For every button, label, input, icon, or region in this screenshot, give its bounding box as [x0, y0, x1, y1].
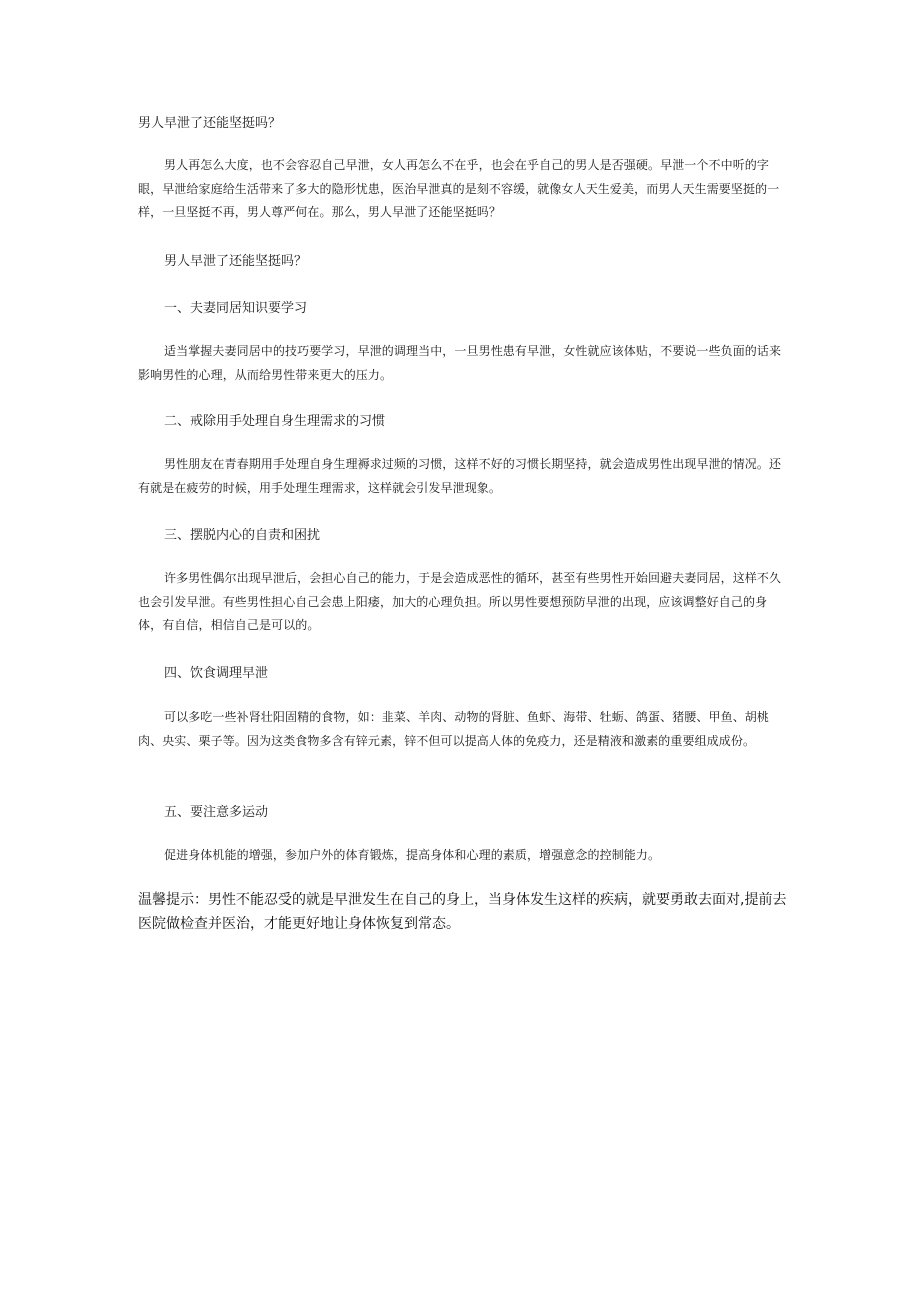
section-5-body: 促进身体机能的增强，参加户外的体育锻炼，提高身体和心理的素质，增强意念的控制能力。	[164, 848, 661, 862]
document-subtitle: 男人早泄了还能坚挺吗？	[164, 254, 308, 269]
section-3-heading: 三、摆脱内心的自责和困扰	[164, 528, 321, 543]
tip-paragraph: 温馨提示：男性不能忍受的就是早泄发生在自己的身上，当身体发生这样的疾病，就要勇敢去面对,提前去医院做检查并医治，才能更好地让身体恢复到常态。	[138, 892, 787, 932]
section-3-body: 许多男性偶尔出现早泄后，会担心自己的能力，于是会造成恶性的循环，甚至有些男性开始回避夫妻同居，这样不久也会引发早泄。有些男性担心自己会患上阳痿，加大的心理负担。所以男性要想预防早泄的出现，应该调整好自己的身体，有自信，相信自己是可以的。	[138, 571, 782, 632]
document-title: 男人早泄了还能坚挺吗？	[138, 116, 282, 131]
section-4-heading: 四、饮食调理早泄	[164, 666, 269, 681]
section-5-heading: 五、要注意多运动	[164, 805, 269, 820]
section-2-body: 男性朋友在青春期用手处理自身生理褥求过频的习惯，这样不好的习惯长期坚持，就会造成男性出现早泄的情况。还有就是在疲劳的时候，用手处理生理需求，这样就会引发早泄现象。	[138, 457, 782, 495]
section-1-heading: 一、夫妻同居知识要学习	[164, 301, 308, 316]
section-4-body: 可以多吃一些补肾壮阳固精的食物，如：韭菜、羊肉、动物的肾脏、鱼虾、海带、牡蛎、鸽蛋、猪腰、甲鱼、胡桃肉、央实、栗子等。因为这类食物多含有锌元素，锌不但可以提高人体的免疫力，还是精液和激素的重要组成成份。	[138, 710, 770, 748]
section-1-body: 适当掌握夫妻同居中的技巧要学习，早泄的调理当中，一旦男性患有早泄，女性就应该体贴，不要说一些负面的话来影响男性的心理，从而给男性带来更大的压力。	[138, 344, 782, 382]
intro-paragraph: 男人再怎么大度，也不会容忍自己早泄，女人再怎么不在乎，也会在乎自己的男人是否强硬。早泄一个不中听的字眼，早泄给家庭给生活带来了多大的隐形忧患，医治早泄真的是刻不容缓，就像女人天生爱美，而男人天生需要坚挺的一样，一旦坚挺不再，男人尊严何在。那么，男人早泄了还能坚挺吗？	[138, 158, 780, 219]
section-2-heading: 二、戒除用手处理自身生理需求的习惯	[164, 414, 386, 429]
